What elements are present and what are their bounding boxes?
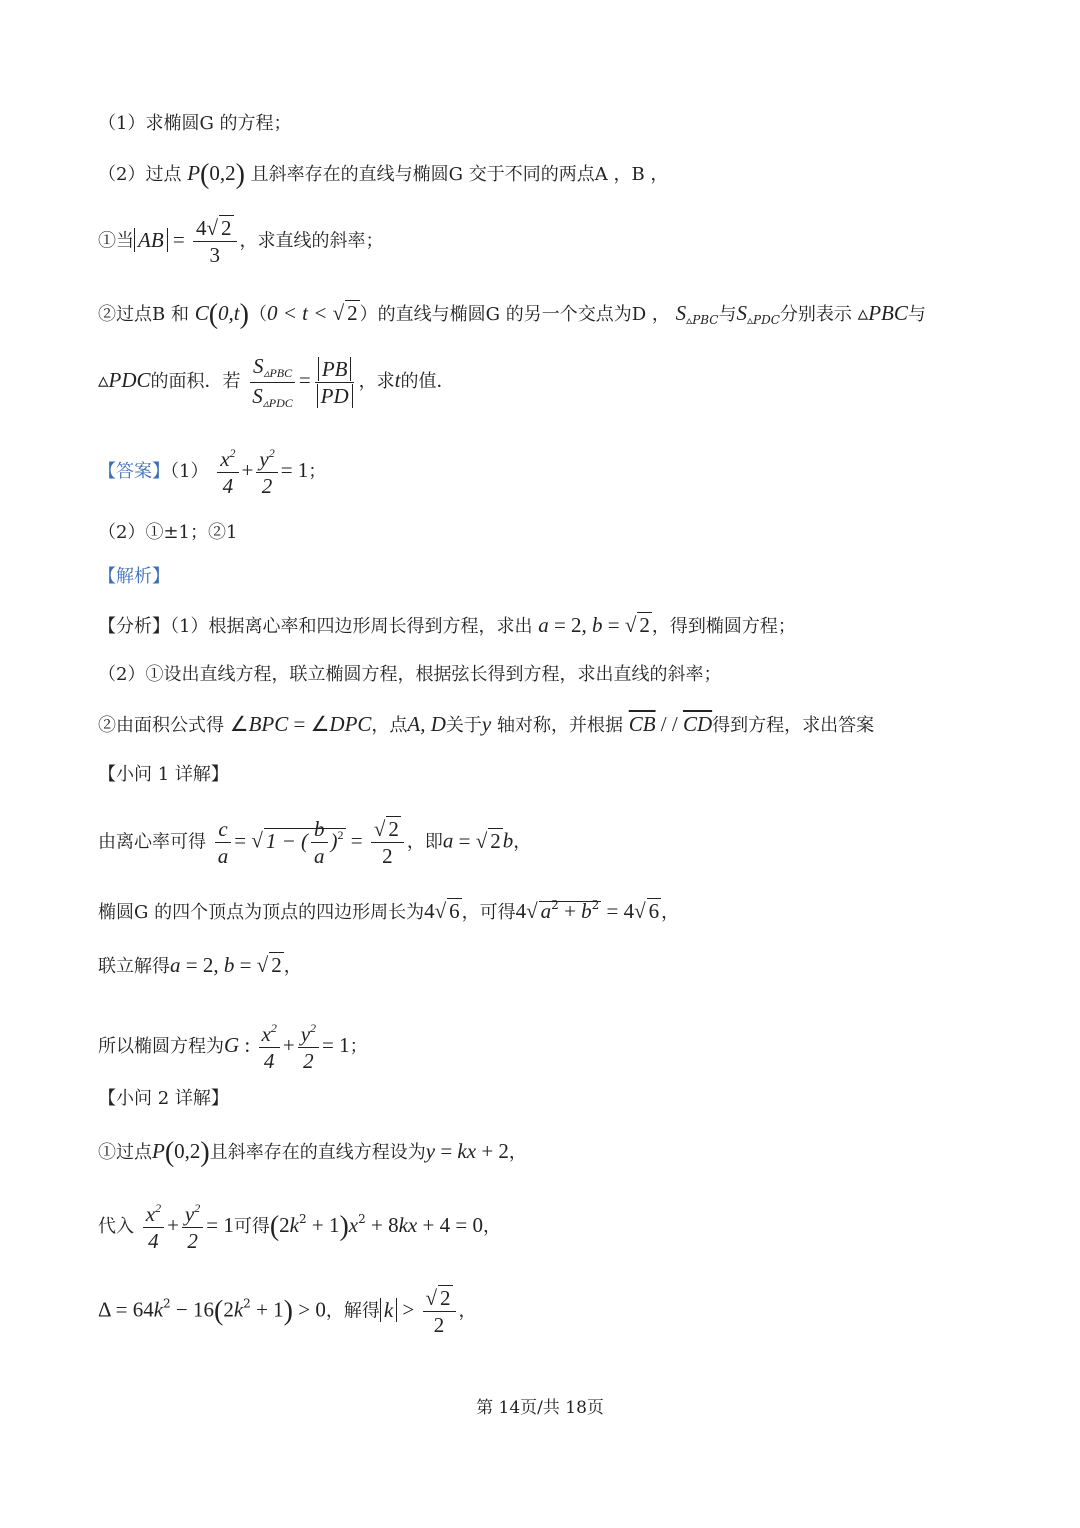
answer-line-2: （2）①±1；②1 [98, 522, 238, 543]
area-ratio-fraction: $\frac{S_{▵PBC}}{S_{▵PDC}}$ [249, 355, 296, 409]
question-2-1: ①当 AB = $\frac{4√ 2}{3}$ ，求直线的斜率； [98, 216, 384, 268]
page-footer: 第 14页/共 18页 [476, 1398, 604, 1418]
point-p: P [187, 161, 201, 185]
fraction-4root2-over-3: $\frac{4√ 2}{3}$ [193, 217, 237, 266]
length-ratio-fraction: $\frac{PB}{PD}$ [314, 358, 356, 407]
answer-label: 【答案】 [98, 461, 170, 483]
question-2: （2）过点 P(0,2) 且斜率存在的直线与椭圆G 交于不同的两点A ，B ， [98, 159, 669, 190]
sub1-line-2: 椭圆G 的四个顶点为顶点的四边形周长为4√ 6 ，可得4√ $a^2 + b^2 = 4√$ 6 ， [98, 898, 680, 923]
analysis-line-3: ②由面积公式得 ∠BPC = ∠DPC，点A, D关于y 轴对称，并根据 $\overline{CB}$ / / $\overline{CD}$得到方程，求出答案 [98, 712, 875, 736]
sub2-heading: 【小问 2 详解】 [98, 1088, 229, 1109]
sub1-line-3: 联立解得a = 2, b = √ 2 ， [98, 953, 302, 977]
analysis-line-1: 【分析】（1）根据离心率和四边形周长得到方程，求出 a = 2, b = √ 2 ，得到椭圆方程； [98, 613, 796, 637]
sub2-line-1: ①过点P(0,2)且斜率存在的直线方程设为y = kx + 2， [98, 1137, 527, 1168]
sub2-line-3: $\Delta = 64k^2 - 16(2k^2 + 1) > 0$，解得 k > $\frac{√ 2}{2}$ ， [98, 1286, 477, 1338]
question-2-2-line1: ②过点B 和 C(0,t)（0 < t < √ 2 ）的直线与椭圆G 的另一个交点为D ， $S_{▵PBC}$与$S_{▵PDC}$分别表示 ▵PBC与 [98, 299, 926, 330]
answer-line-1: 【答案】（1） $\frac{x^2}{4}$ + $\frac{y^2}{2}$ = 1； [98, 446, 327, 499]
sub2-line-2: 代入 $\frac{x^2}{4}$ + $\frac{y^2}{2}$ = 1可得$(2k^2 + 1)x^2 + 8kx + 4 = 0$， [98, 1201, 501, 1254]
question-2-2-line2: ▵PDC的面积．若 $\frac{S_{▵PBC}}{S_{▵PDC}}$ = $\frac{PB}{PD}$ ，求t的值． [98, 354, 455, 410]
sub1-line-4: 所以椭圆方程为G : $\frac{x^2}{4}$ + $\frac{y^2}{2}$ = 1； [98, 1021, 368, 1074]
sub1-heading: 【小问 1 详解】 [98, 764, 229, 785]
analysis-label: 【解析】 [98, 566, 170, 587]
sub1-line-1: 由离心率可得 $\frac{c}{a}$ = √ 1 − ( $\frac{b}{a}$ )$^2$ = $\frac{√ 2}{2}$ ，即a = √ 2b， [98, 817, 532, 869]
analysis-line-2: （2）①设出直线方程，联立椭圆方程，根据弦长得到方程，求出直线的斜率； [98, 664, 722, 685]
question-1: （1）求椭圆G 的方程； [98, 113, 292, 134]
